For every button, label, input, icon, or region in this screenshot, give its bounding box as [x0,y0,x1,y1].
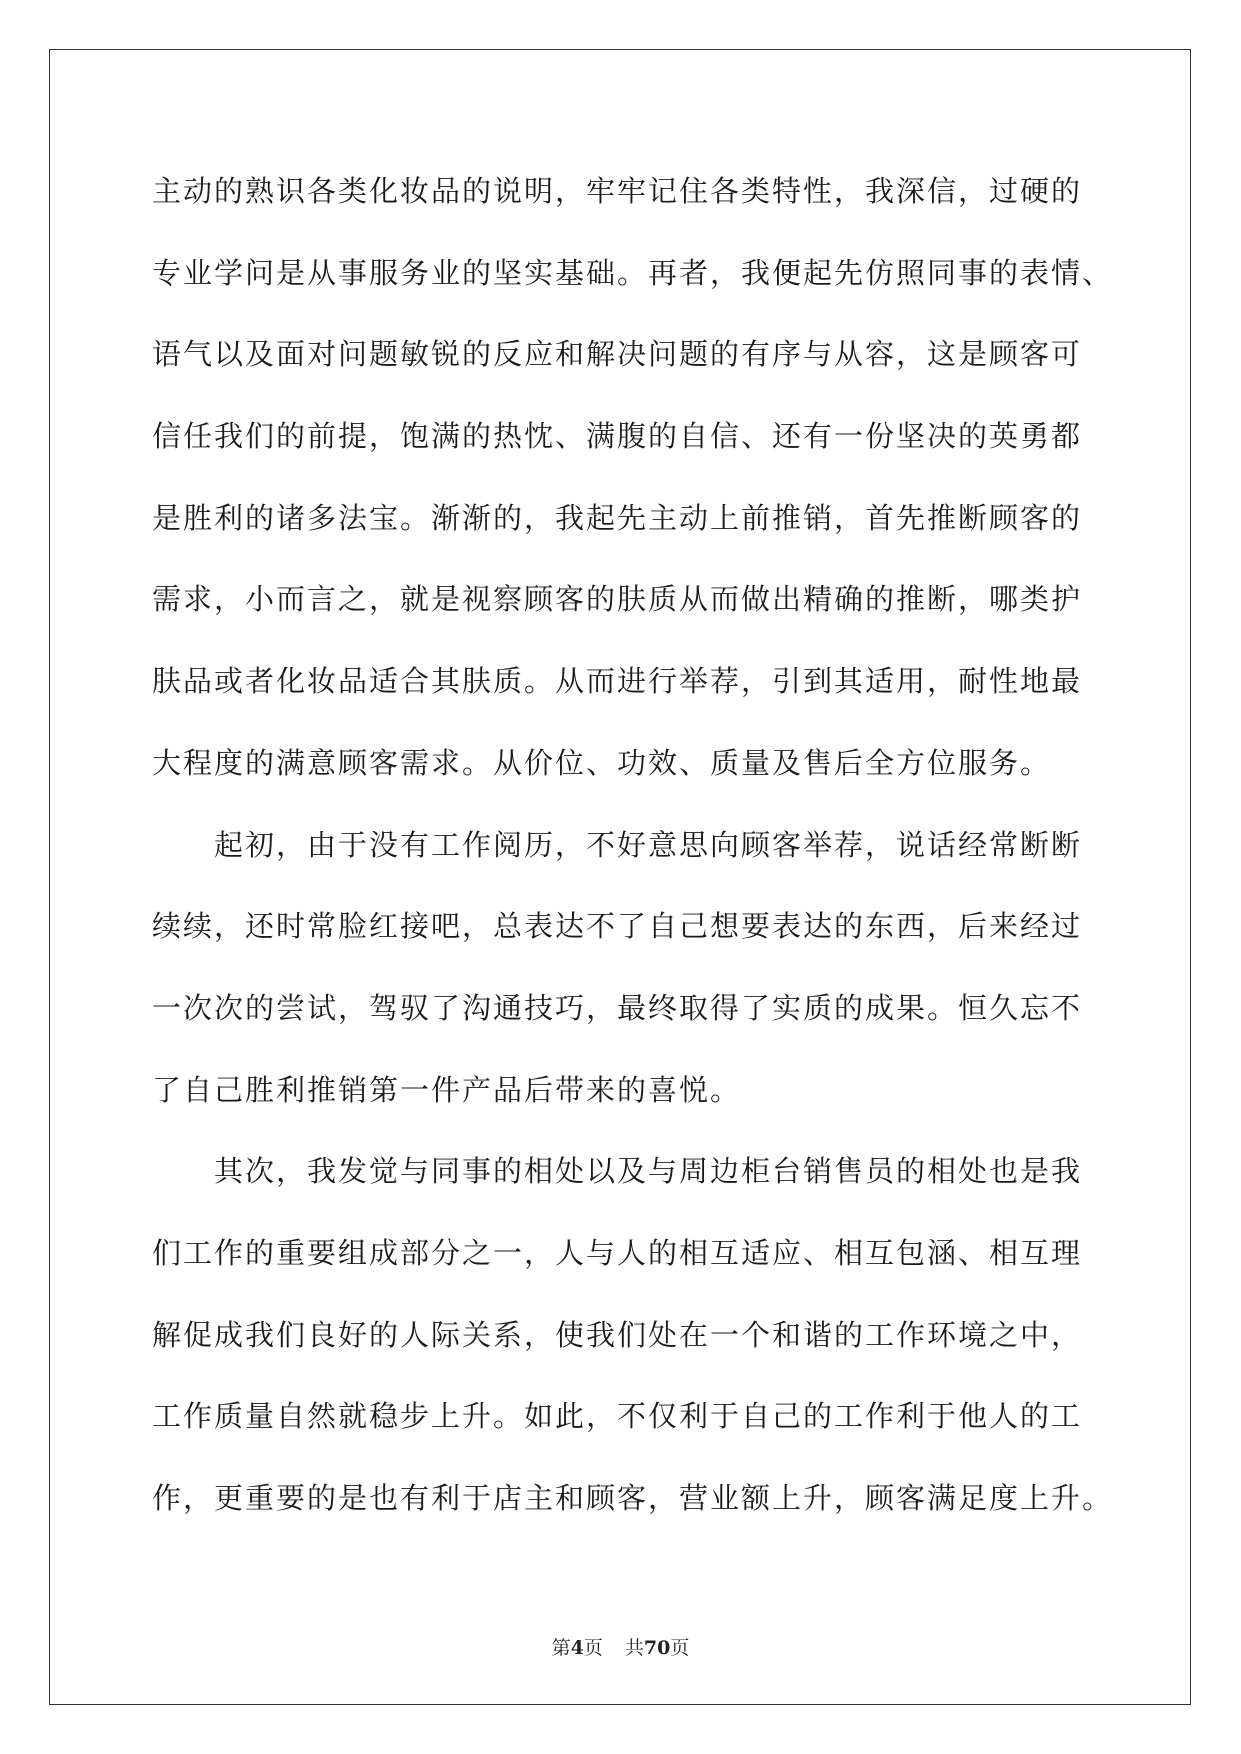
page-footer [0,1633,1241,1660]
text-line: 作，更重要的是也有利于店主和顾客，营业额上升，顾客满足度上升。 [152,1481,1114,1515]
footer-prefix: 第 [551,1637,571,1659]
text-line: 主动的熟识各类化妆品的说明，牢牢记住各类特性，我深信，过硬的 [152,174,1083,208]
document-body [152,151,1114,1540]
text-line: 信任我们的前提，饱满的热忱、满腹的自信、还有一份坚决的英勇都 [152,419,1083,454]
text-line: 工作质量自然就稳步上升。如此，不仅利于自己的工作利于他人的工 [152,1399,1083,1434]
footer-total-prefix: 共 [624,1637,644,1659]
text-line: 们工作的重要组成部分之一，人与人的相互适应、相互包涵、相互理 [152,1235,1083,1270]
text-line: 专业学问是从事服务业的坚实基础。再者，我便起先仿照同事的表情、 [152,255,1114,290]
text-line: 续续，还时常脸红接吧，总表达不了自己想要表达的东西，后来经过 [152,909,1083,944]
text-line: 解促成我们良好的人际关系，使我们处在一个和谐的工作环境之中， [152,1317,1083,1352]
footer-total-suffix: 页 [670,1637,690,1659]
total-page-count: 70 [643,1637,671,1659]
footer-page-suffix: 页 [583,1637,603,1659]
paragraph-start-line: 起初，由于没有工作阅历，不好意思向顾客举荐，说话经常断断 [214,827,1083,862]
text-line: 是胜利的诸多法宝。渐渐的，我起先主动上前推销，首先推断顾客的 [152,500,1083,535]
text-line: 肤品或者化妆品适合其肤质。从而进行举荐，引到其适用，耐性地最 [152,664,1083,699]
text-line: 语气以及面对问题敏锐的反应和解决问题的有序与从容，这是顾客可 [152,337,1083,372]
current-page-number: 4 [570,1637,584,1659]
paragraph-start-line: 其次，我发觉与同事的相处以及与周边柜台销售员的相处也是我 [214,1154,1083,1189]
text-line: 了自己胜利推销第一件产品后带来的喜悦。 [152,1072,742,1107]
text-line: 需求，小而言之，就是视察顾客的肤质从而做出精确的推断，哪类护 [152,582,1083,617]
text-line: 一次次的尝试，驾驭了沟通技巧，最终取得了实质的成果。恒久忘不 [152,990,1083,1025]
text-line: 大程度的满意顾客需求。从价位、功效、质量及售后全方位服务。 [152,745,1052,780]
